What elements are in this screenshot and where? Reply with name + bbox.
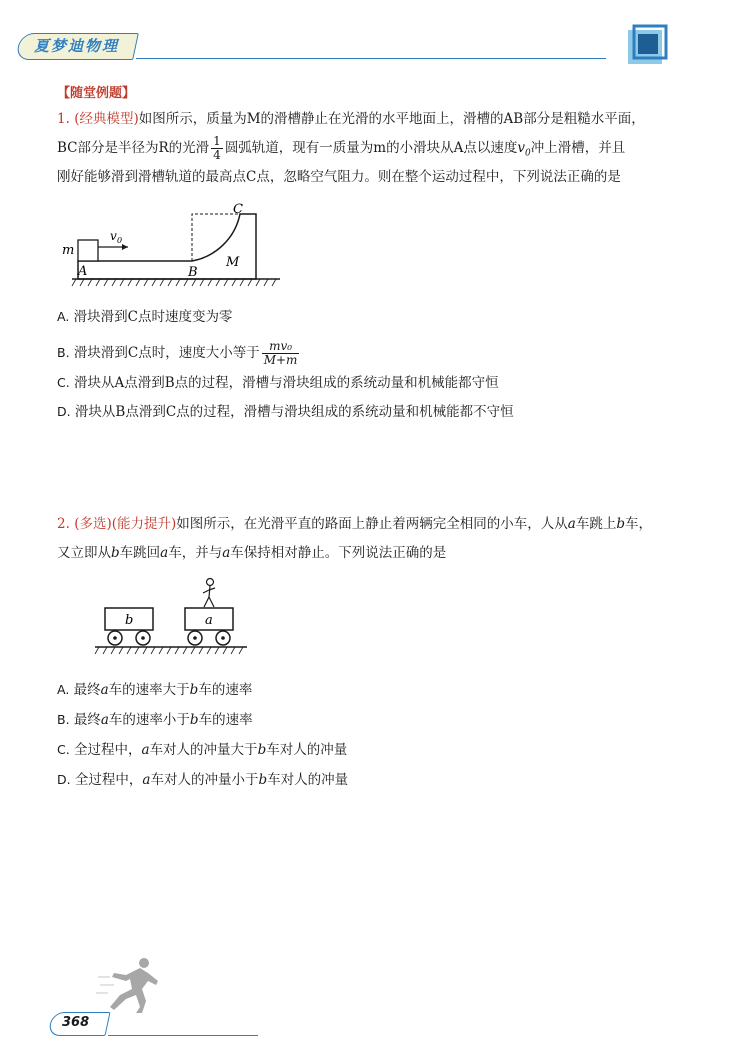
q2-line2: 又立即从b车跳回a车，并与a车保持相对静止。下列说法正确的是 (57, 545, 447, 561)
q2-option-c: C. 全过程中，a车对人的冲量大于b车对人的冲量 (57, 742, 348, 758)
q1-line2 (57, 135, 687, 168)
q1-option-c: C. 滑块从A点滑到B点的过程，滑槽与滑块组成的系统动量和机械能都守恒 (57, 375, 499, 391)
runner-icon (96, 955, 166, 1015)
q1-option-a: A. 滑块滑到C点时速度变为零 (57, 309, 233, 325)
label-m: m (62, 243, 75, 258)
q1-option-d: D. 滑块从B点滑到C点的过程，滑槽与滑块组成的系统动量和机械能都不守恒 (57, 404, 514, 420)
label-C: C (233, 202, 243, 217)
label-M: M (226, 255, 240, 270)
q1-option-b: B. 滑块滑到C点时，速度大小等于 $\frac{\text{mv₀}}{M+m}$ (57, 339, 298, 367)
q2-option-a: A. 最终a车的速率大于b车的速率 (57, 682, 253, 698)
q1-text-line2-post: 圆弧轨道，现有一质量为m的小滑块从A点以速度 (224, 140, 518, 156)
velocity-arrowhead (122, 244, 128, 250)
q1-tag: (经典模型) (74, 111, 139, 127)
section-title: 【随堂例题】 (57, 86, 136, 101)
road-hatch (95, 647, 243, 654)
cart-b-label: b (125, 613, 134, 628)
q1-number: 1. (57, 111, 70, 127)
q1-figure (58, 200, 284, 295)
footer-rule (108, 1035, 258, 1036)
label-v: v (110, 229, 117, 243)
page-number: 368 (62, 1015, 90, 1030)
q2-tag: (多选)(能力提升) (74, 516, 177, 532)
trough-dashed-outline (192, 214, 240, 261)
q1-text-line2-end: 冲上滑槽，并且 (530, 140, 626, 156)
q1-line1 (57, 106, 687, 133)
header-rule (136, 58, 606, 59)
q2-number: 2. (57, 516, 70, 532)
slider-block (78, 240, 98, 261)
q1-fraction: $\frac{1}{4}$ (213, 134, 221, 162)
q2-figure (93, 576, 249, 658)
label-A: A (78, 264, 88, 279)
corner-logo-icon (626, 24, 668, 68)
q1-option-b-fraction: $\frac{\text{mv₀}}{M+m}$ (263, 339, 298, 367)
label-v-sub: 0 (117, 236, 123, 245)
q2-option-b: B. 最终a车的速率小于b车的速率 (57, 712, 253, 728)
q2-option-d: D. 全过程中，a车对人的冲量小于b车对人的冲量 (57, 772, 349, 788)
q1-text-line2-pre: BC部分是半径为R的光滑 (57, 140, 210, 156)
ground-hatch (72, 279, 276, 286)
person-icon (203, 579, 215, 608)
q2-line1: 2. (多选)(能力提升)如图所示，在光滑平直的路面上静止着两辆完全相同的小车，人从a车跳上b车， (57, 516, 652, 532)
q1-text-line1: 如图所示，质量为M的滑槽静止在光滑的水平地面上，滑槽的AB部分是粗糙水平面， (138, 111, 645, 127)
label-B: B (188, 265, 198, 280)
cart-a-label: a (205, 613, 213, 628)
q1-v0: $v_0$ (517, 140, 531, 159)
header-title: 夏梦迪物理 (34, 37, 120, 55)
q1-line3: 刚好能够滑到滑槽轨道的最高点C点，忽略空气阻力。则在整个运动过程中，下列说法正确的是 (57, 169, 621, 185)
